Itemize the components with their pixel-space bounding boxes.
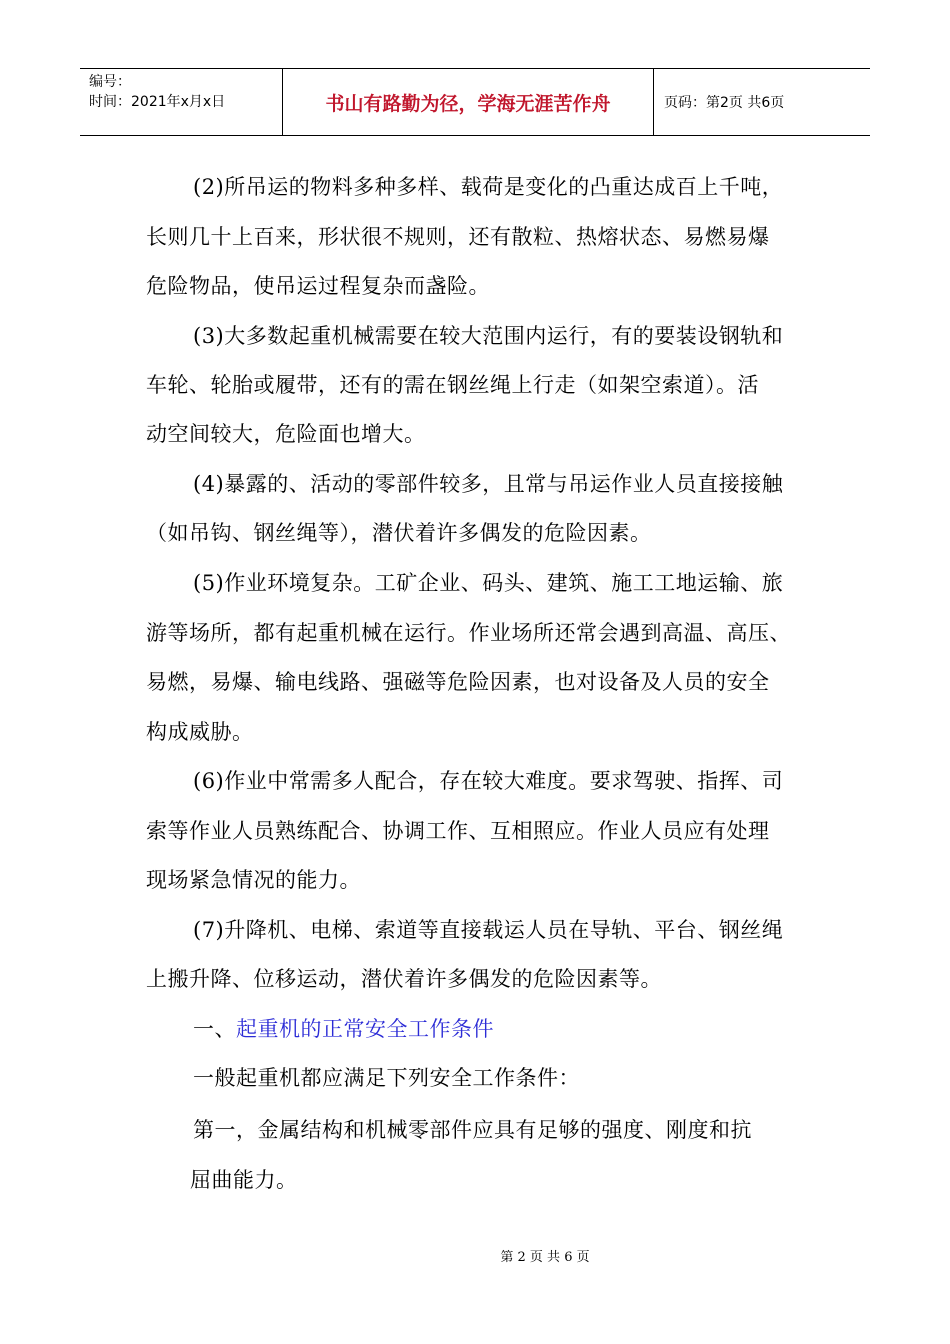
body-line: 一般起重机都应满足下列安全工作条件： bbox=[193, 1066, 580, 1090]
body-line: (7)升降机、电梯、索道等直接载运人员在导轨、平台、钢丝绳 bbox=[193, 918, 784, 942]
body-line: 索等作业人员熟练配合、协调工作、互相照应。作业人员应有处理 bbox=[146, 819, 770, 843]
body-line: 车轮、轮胎或履带，还有的需在钢丝绳上行走（如架空索道）。活 bbox=[146, 373, 759, 397]
section-heading bbox=[193, 1017, 494, 1041]
body-line: 长则几十上百来，形状很不规则，还有散粒、热熔状态、易燃易爆 bbox=[146, 225, 770, 249]
body-line: (4)暴露的、活动的零部件较多，且常与吊运作业人员直接接触 bbox=[193, 472, 784, 496]
body-line: (6)作业中常需多人配合，存在较大难度。要求驾驶、指挥、司 bbox=[193, 769, 784, 793]
code-label: 编号： bbox=[89, 74, 131, 90]
header-meta-cell bbox=[80, 69, 283, 135]
page-label: 页码：第2页 共6页 bbox=[664, 95, 785, 111]
body-line: 危险物品，使吊运过程复杂而盏险。 bbox=[146, 274, 490, 298]
page-footer: 第 2 页 共 6 页 bbox=[500, 1250, 590, 1265]
body-line: 现场紧急情况的能力。 bbox=[146, 868, 361, 892]
header-motto-cell bbox=[283, 69, 654, 135]
body-line: 游等场所，都有起重机械在运行。作业场所还常会遇到高温、高压、 bbox=[146, 621, 791, 645]
header-page-cell bbox=[654, 69, 870, 135]
motto: 书山有路勤为径，学海无涯苦作舟 bbox=[325, 92, 611, 115]
body-line: 上搬升降、位移运动，潜伏着许多偶发的危险因素等。 bbox=[146, 967, 662, 991]
body-line: 易燃，易爆、输电线路、强磁等危险因素，也对设备及人员的安全 bbox=[146, 670, 770, 694]
body-line: （如吊钩、钢丝绳等），潜伏着许多偶发的危险因素。 bbox=[146, 521, 652, 545]
header-table bbox=[80, 68, 870, 136]
body-line: 动空间较大，危险面也增大。 bbox=[146, 422, 426, 446]
body-line: (5)作业环境复杂。工矿企业、码头、建筑、施工工地运输、旅 bbox=[193, 571, 784, 595]
body-line: 构成威胁。 bbox=[146, 720, 254, 744]
body-line: 屈曲能力。 bbox=[190, 1168, 298, 1192]
body-line: (3)大多数起重机械需要在较大范围内运行，有的要装设钢轨和 bbox=[193, 324, 784, 348]
section-prefix: 一、 bbox=[193, 1017, 236, 1041]
time-label: 时间：2021年x月x日 bbox=[89, 94, 226, 110]
section-title: 起重机的正常安全工作条件 bbox=[236, 1017, 494, 1041]
body-line: (2)所吊运的物料多种多样、载荷是变化的凸重达成百上千吨， bbox=[193, 175, 784, 199]
body-line: 第一，金属结构和机械零部件应具有足够的强度、刚度和抗 bbox=[193, 1118, 752, 1142]
